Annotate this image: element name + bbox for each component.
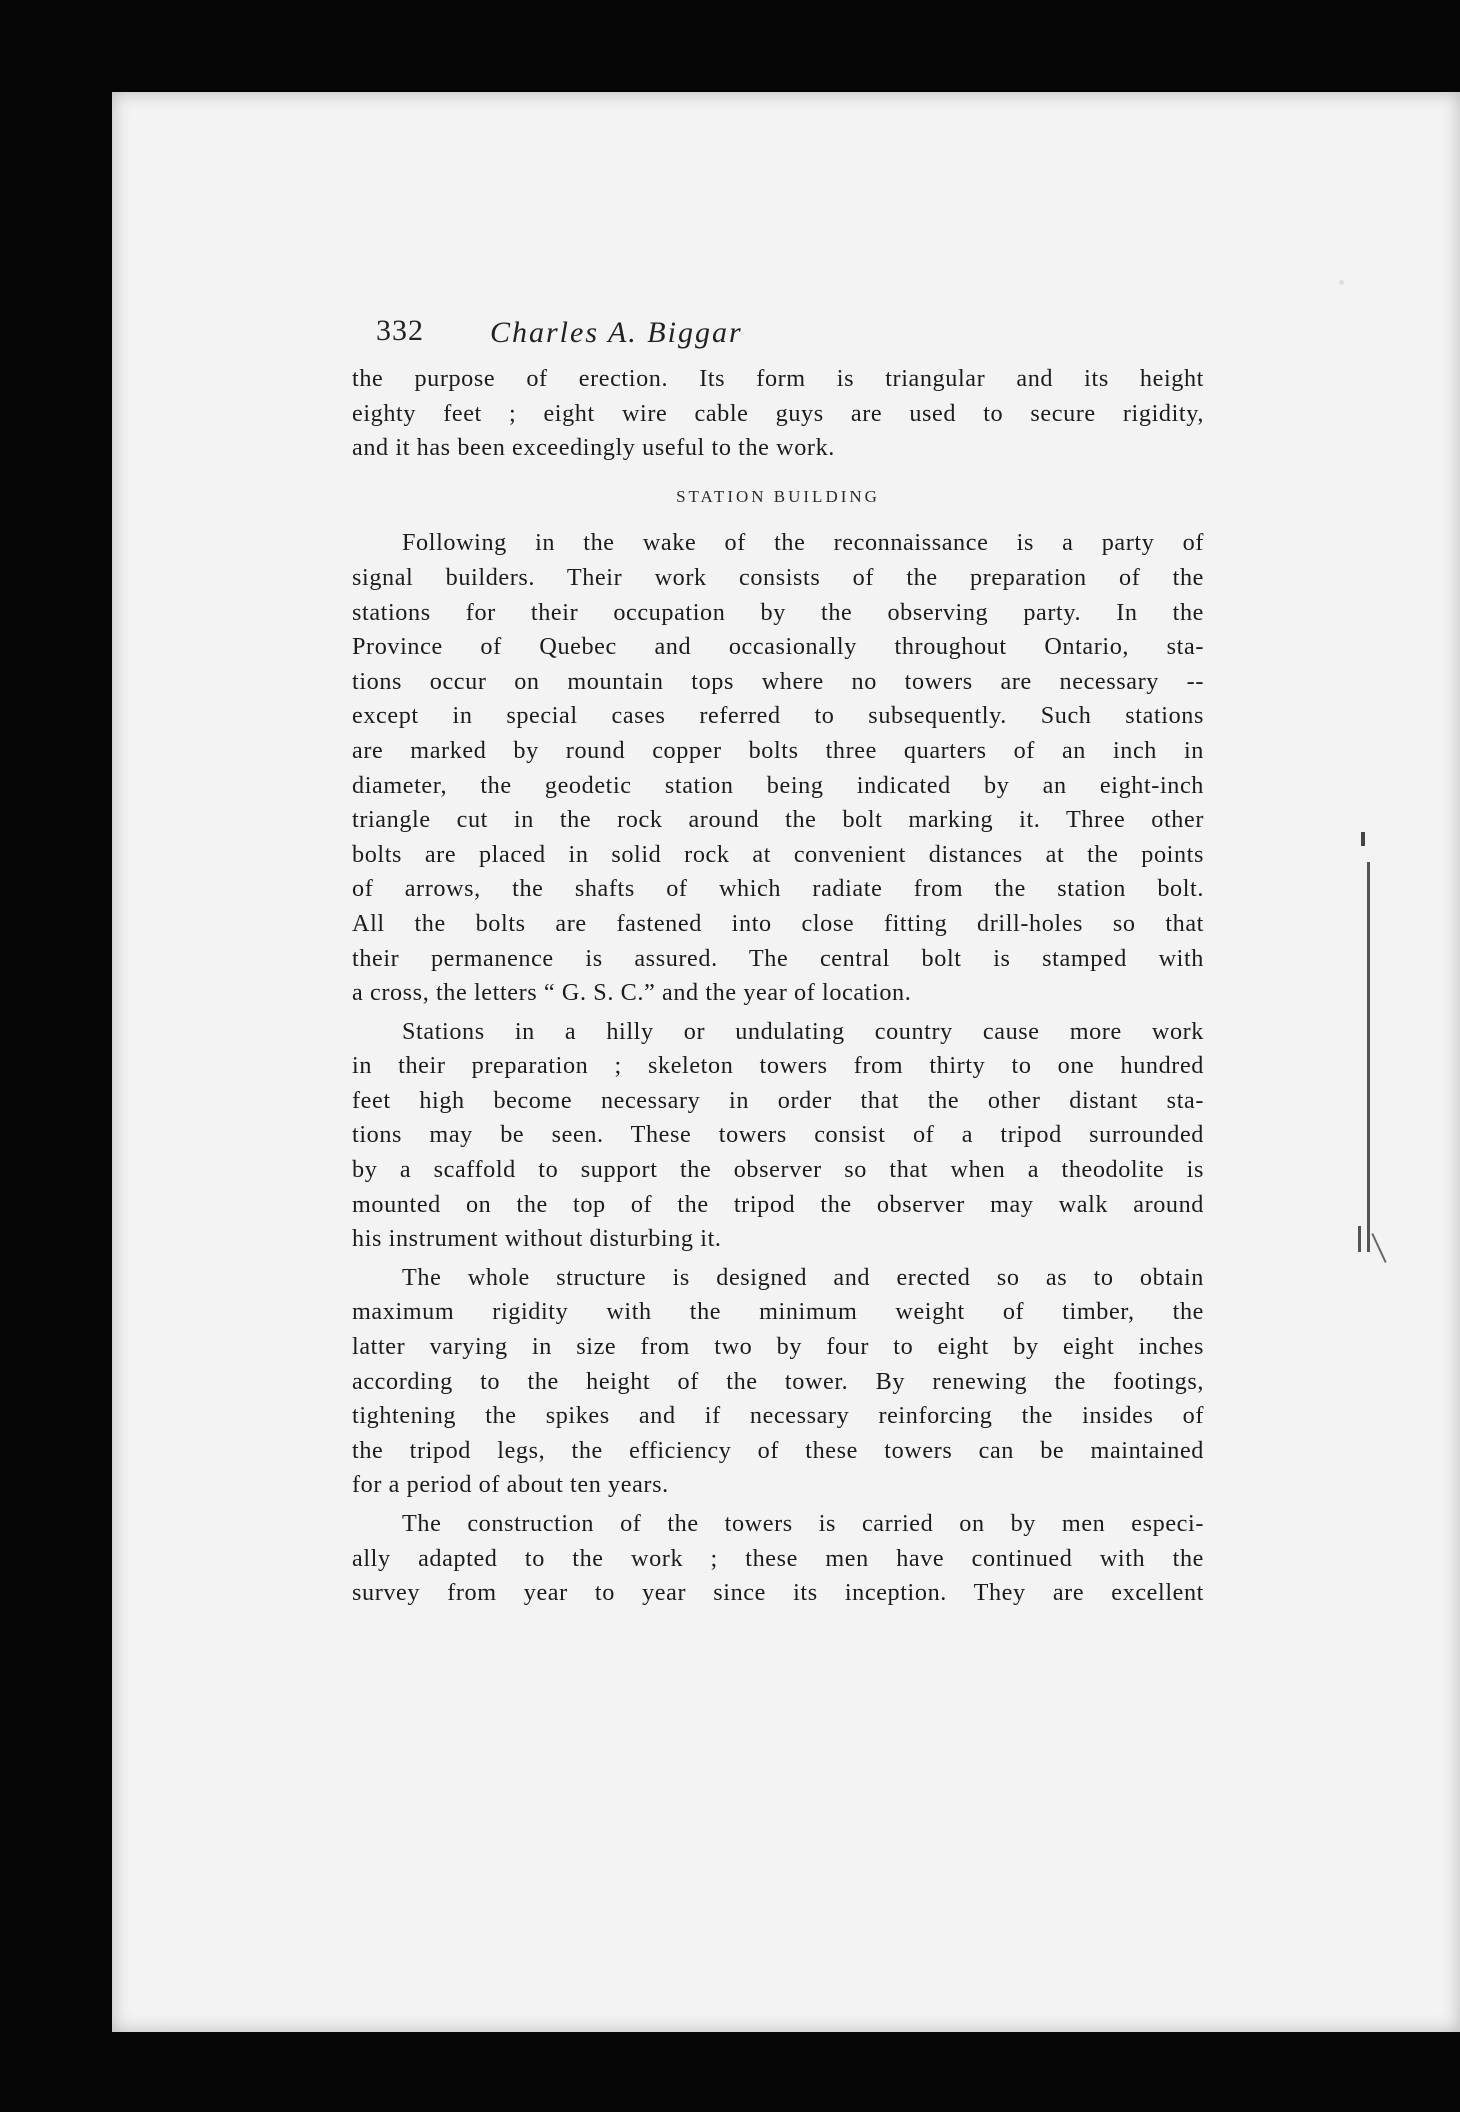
text-line: The construction of the towers is carried on by men especi- [402, 1510, 1204, 1537]
scan-speck [158, 2026, 163, 2031]
text-line: by a scaffold to support the observer so that when a theodolite is [352, 1156, 1204, 1184]
text-line: Following in the wake of the reconnaissance is a party of [402, 529, 1204, 557]
text-line: bolts are placed in solid rock at convenient distances at the points [352, 840, 1204, 868]
text-line: the tripod legs, the efficiency of these towers can be maintained [352, 1436, 1204, 1464]
text-line: The whole structure is designed and erected so as to obtain [402, 1263, 1204, 1291]
text-line: Province of Quebec and occasionally throughout Ontario, sta- [352, 633, 1204, 661]
margin-artifact [1367, 862, 1370, 1252]
text-line: ally adapted to the work ; these men have continued with the [352, 1544, 1204, 1572]
margin-artifact [1361, 832, 1365, 846]
text-line: maximum rigidity with the minimum weight of timber, the [352, 1298, 1204, 1326]
text-line: the purpose of erection. Its form is triangular and its height [352, 365, 1204, 392]
text-line: for a period of about ten years. [352, 1471, 669, 1499]
section-heading: STATION BUILDING [676, 486, 880, 506]
text-line: stations for their occupation by the observing party. In the [352, 598, 1204, 626]
text-line: except in special cases referred to subsequently. Such stations [352, 702, 1204, 730]
text-line: feet high become necessary in order that the other distant sta- [352, 1086, 1204, 1114]
text-line: his instrument without disturbing it. [352, 1225, 722, 1253]
scan-speck [1339, 280, 1344, 285]
text-line: their permanence is assured. The central bolt is stamped with [352, 944, 1204, 972]
paragraph-3 [352, 1015, 1204, 1257]
body-text [352, 362, 1204, 1611]
paragraph-4 [352, 1261, 1204, 1503]
text-line: are marked by round copper bolts three quarters of an inch in [352, 736, 1204, 764]
text-line: triangle cut in the rock around the bolt marking it. Three other [352, 806, 1204, 834]
book-page [112, 92, 1460, 2032]
page-header [112, 314, 1460, 354]
text-line: in their preparation ; skeleton towers from thirty to one hundred [352, 1052, 1204, 1080]
paragraph-1 [352, 362, 1204, 466]
text-line: eighty feet ; eight wire cable guys are used to secure rigidity, [352, 399, 1204, 427]
text-line: tions occur on mountain tops where no towers are necessary -- [352, 667, 1204, 695]
text-line: a cross, the letters “ G. S. C.” and the year of location. [352, 979, 912, 1007]
text-line: tions may be seen. These towers consist of a tripod surrounded [352, 1121, 1204, 1149]
text-line: diameter, the geodetic station being indicated by an eight-inch [352, 771, 1204, 799]
text-line: of arrows, the shafts of which radiate from the station bolt. [352, 875, 1204, 903]
text-line: All the bolts are fastened into close fitting drill-holes so that [352, 909, 1204, 937]
running-head: Charles A. Biggar [490, 316, 743, 349]
page-number: 332 [376, 314, 424, 347]
text-line: signal builders. Their work consists of the preparation of the [352, 563, 1204, 591]
text-line: Stations in a hilly or undulating country cause more work [402, 1017, 1204, 1045]
margin-artifact [1371, 1233, 1386, 1263]
text-line: survey from year to year since its inception. They are excellent [352, 1579, 1204, 1607]
text-line: latter varying in size from two by four to eight by eight inches [352, 1333, 1204, 1361]
paragraph-2 [352, 526, 1204, 1010]
paragraph-5 [352, 1507, 1204, 1611]
text-line: according to the height of the tower. By renewing the footings, [352, 1367, 1204, 1395]
text-line: tightening the spikes and if necessary reinforcing the insides of [352, 1402, 1204, 1430]
text-line: mounted on the top of the tripod the observer may walk around [352, 1190, 1204, 1218]
margin-artifact [1358, 1226, 1361, 1252]
text-line: and it has been exceedingly useful to the work. [352, 434, 835, 462]
